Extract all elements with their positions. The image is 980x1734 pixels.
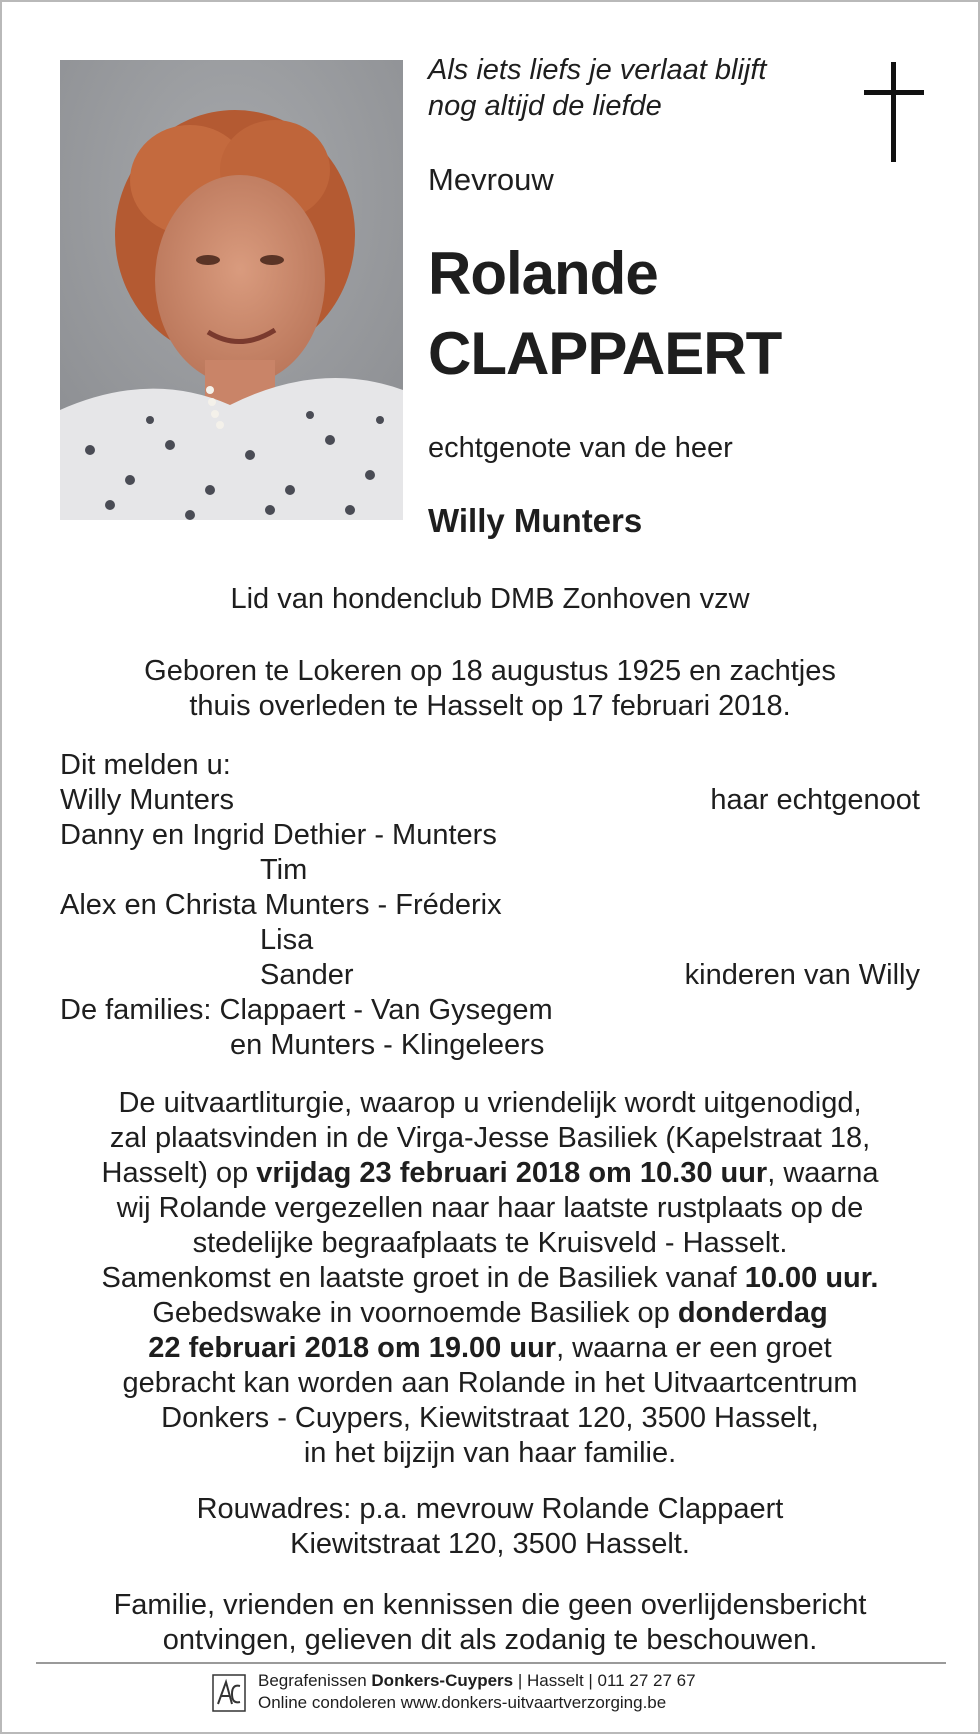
list-item (60, 1028, 920, 1063)
closing-line: Familie, vrienden en kennissen die geen overlijdensbericht (113, 1589, 867, 1621)
first-name: Rolande (428, 240, 658, 307)
deceased-name (428, 234, 948, 394)
text: Begrafenissen (258, 1671, 372, 1690)
ceremony-line: De uitvaartliturgie, waarop u vriendelijk wordt uitgenodigd, (118, 1087, 862, 1119)
list-item (60, 783, 920, 818)
spouse-name: Willy Munters (428, 502, 643, 539)
ceremony-details (42, 1086, 938, 1471)
born-line: thuis overleden te Hasselt op 17 februari 2018. (189, 690, 791, 722)
list-item (60, 993, 920, 1028)
verse-line: nog altijd de liefde (428, 90, 662, 122)
text: | Hasselt | 011 27 27 67 (513, 1671, 696, 1690)
list-item (60, 958, 920, 993)
footer-website: Online condoleren www.donkers-uitvaartverzorging.be (258, 1693, 667, 1712)
list-item (60, 818, 920, 853)
list-item (60, 923, 920, 958)
announce-intro: Dit melden u: (60, 749, 231, 781)
family-name: Sander (260, 959, 354, 991)
family-name: Lisa (260, 924, 314, 956)
portrait-photo (60, 60, 403, 520)
birth-death-info (42, 654, 938, 724)
family-name: Tim (260, 854, 308, 886)
ceremony-line: gebracht kan worden aan Rolande in het Uitvaartcentrum (122, 1367, 858, 1399)
ceremony-line (42, 1296, 938, 1331)
funeral-datetime: vrijdag 23 februari 2018 om 10.30 uur (256, 1157, 768, 1189)
relation-text: echtgenote van de heer (428, 432, 733, 464)
funeral-home-logo-icon (212, 1674, 246, 1712)
ceremony-line: wij Rolande vergezellen naar haar laatste rustplaats op de (116, 1192, 864, 1224)
ceremony-line (42, 1261, 938, 1296)
text: , waarna er een groet (556, 1332, 832, 1364)
portrait-illustration (60, 60, 403, 520)
family-role: kinderen van Willy (684, 959, 920, 991)
family-list (60, 748, 920, 1063)
family-role: haar echtgenoot (710, 784, 920, 816)
text: Samenkomst en laatste groet in de Basiliek vanaf (101, 1262, 745, 1294)
list-item (60, 853, 920, 888)
text: , waarna (767, 1157, 879, 1189)
honorific: Mevrouw (428, 162, 554, 197)
mourning-address (42, 1492, 938, 1562)
footer-line (258, 1670, 696, 1692)
ceremony-line: zal plaatsvinden in de Virga-Jesse Basiliek (Kapelstraat 18, (109, 1122, 871, 1154)
text: Hasselt) op (101, 1157, 257, 1189)
address-line: Rouwadres: p.a. mevrouw Rolande Clappaert (196, 1493, 784, 1525)
closing-line: ontvingen, gelieven dit als zodanig te beschouwen. (162, 1624, 818, 1656)
footer-divider (36, 1662, 946, 1664)
last-name: CLAPPAERT (428, 320, 782, 387)
gathering-time: 10.00 uur. (744, 1262, 879, 1294)
family-name: De families: Clappaert - Van Gysegem (60, 994, 553, 1026)
ceremony-line (42, 1156, 938, 1191)
born-line: Geboren te Lokeren op 18 augustus 1925 en zachtjes (144, 655, 836, 687)
closing-notice (42, 1588, 938, 1658)
wake-day: donderdag (677, 1297, 828, 1329)
company-name: Donkers-Cuypers (371, 1671, 514, 1690)
ceremony-line: in het bijzijn van haar familie. (303, 1437, 677, 1469)
ceremony-line: Donkers - Cuypers, Kiewitstraat 120, 3500 Hasselt, (161, 1402, 819, 1434)
memorial-verse (428, 52, 828, 124)
verse-line: Als iets liefs je verlaat blijft (428, 54, 767, 86)
text: Gebedswake in voornoemde Basiliek op (152, 1297, 678, 1329)
family-name: en Munters - Klingeleers (230, 1029, 545, 1061)
ceremony-line (42, 1331, 938, 1366)
address-line: Kiewitstraat 120, 3500 Hasselt. (290, 1528, 690, 1560)
list-item (60, 888, 920, 923)
wake-datetime: 22 februari 2018 om 19.00 uur (148, 1332, 557, 1364)
club-membership: Lid van hondenclub DMB Zonhoven vzw (230, 583, 750, 615)
family-name: Danny en Ingrid Dethier - Munters (60, 819, 497, 851)
family-name: Willy Munters (60, 784, 235, 816)
ceremony-line: stedelijke begraafplaats te Kruisveld - Hasselt. (192, 1227, 788, 1259)
footer-text (258, 1670, 696, 1714)
family-name: Alex en Christa Munters - Fréderix (60, 889, 502, 921)
cross-icon (864, 62, 924, 162)
